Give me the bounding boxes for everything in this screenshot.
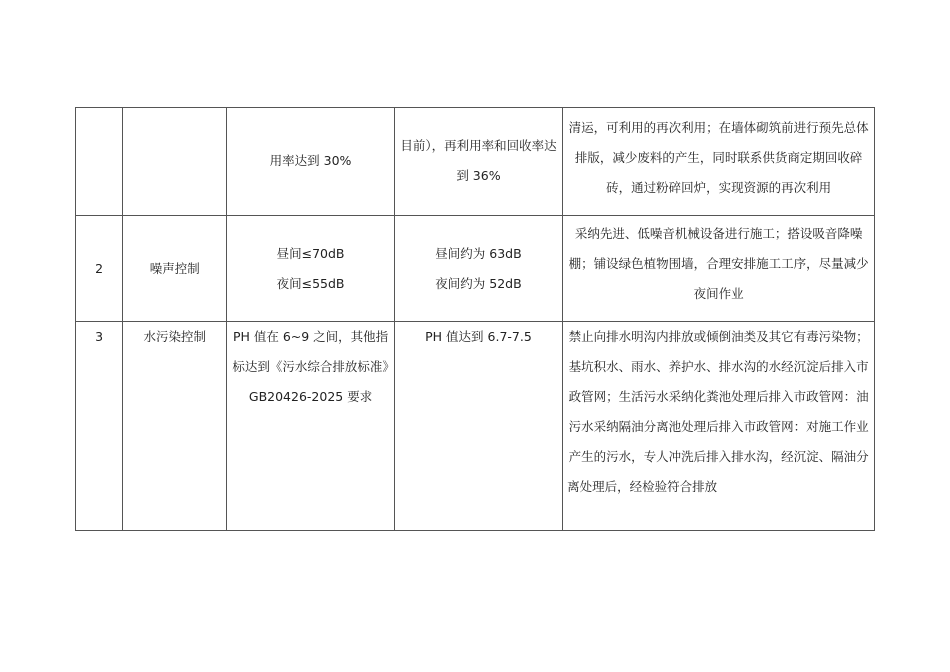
environment-control-table: [75, 107, 875, 531]
result-daytime-line: 昼间约为 63dB: [435, 246, 522, 261]
table-row: [76, 322, 875, 531]
target-nighttime-line: 夜间≤55dB: [276, 276, 345, 291]
control-item-cell: 水污染控制: [123, 322, 227, 531]
row-number-cell: [76, 108, 123, 216]
measure-cell: 禁止向排水明沟内排放或倾倒油类及其它有毒污染物；基坑积水、雨水、养护水、排水沟的水经沉淀后排入市政管网；生活污水采纳化粪池处理后排入市政管网：油污水采纳隔油分离池处理后排入市政管网：对施工作业产生的污水，专人冲洗后排入排水沟，经沉淀、隔油分离处理后，经检验符合排放: [563, 322, 875, 531]
row-number-cell: 3: [76, 322, 123, 531]
target-cell: 用率达到 30%: [227, 108, 394, 216]
result-cell: PH 值达到 6.7-7.5: [394, 322, 562, 531]
target-cell: [227, 216, 394, 322]
row-number-cell: 2: [76, 216, 123, 322]
target-daytime-line: 昼间≤70dB: [276, 246, 345, 261]
control-item-cell: 噪声控制: [123, 216, 227, 322]
target-cell: PH 值在 6~9 之间，其他指标达到《污水综合排放标准》GB20426-2025 要求: [227, 322, 394, 531]
control-item-cell: [123, 108, 227, 216]
measure-cell: 采纳先进、低噪音机械设备进行施工；搭设吸音降噪棚；铺设绿色植物围墙，合理安排施工工序，尽量减少夜间作业: [563, 216, 875, 322]
table-row: [76, 216, 875, 322]
result-cell: 目前），再利用率和回收率达到 36%: [394, 108, 562, 216]
table-row: [76, 108, 875, 216]
result-cell: [394, 216, 562, 322]
measure-cell: 清运，可利用的再次利用；在墙体砌筑前进行预先总体排版，减少废料的产生，同时联系供货商定期回收碎砖，通过粉碎回炉，实现资源的再次利用: [563, 108, 875, 216]
result-nighttime-line: 夜间约为 52dB: [435, 276, 522, 291]
